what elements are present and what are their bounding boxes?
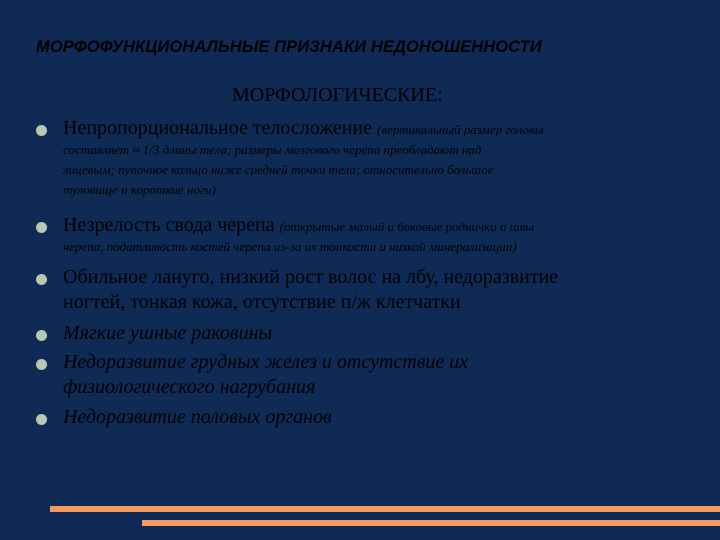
bullet-icon xyxy=(36,330,47,341)
decorative-bar-bottom xyxy=(142,520,720,526)
list-item-line: Мягкие ушные раковины xyxy=(63,322,273,344)
list-item-note-line: составляет ≈ 1/3 длины тела; размеры мозгового черепа преобладают над xyxy=(63,142,482,157)
list-item-note-line: черепа, податливость костей черепа из-за их тонкости и низкой минерализации) xyxy=(63,239,517,254)
list-item-note: (открытые малый и боковые роднички и швы xyxy=(279,219,535,234)
bullet-icon xyxy=(36,359,47,370)
section-subtitle: МОРФОЛОГИЧЕСКИЕ: xyxy=(232,84,443,106)
list-item-line: физиологического нагрубания xyxy=(63,376,316,398)
bullet-icon xyxy=(36,274,47,285)
list-item-line: Обильное лануго, низкий рост волос на лбу, недоразвитие xyxy=(63,266,559,288)
list-item xyxy=(36,321,700,350)
bullet-icon xyxy=(36,222,47,233)
bullet-icon xyxy=(36,414,47,425)
list-item-main: Непропорциональное телосложение xyxy=(63,117,377,139)
bullet-icon xyxy=(36,125,47,136)
list-item xyxy=(36,116,700,213)
list-item xyxy=(36,213,700,265)
list-item xyxy=(36,265,700,321)
list-item-note-line: туловище и короткие ноги) xyxy=(63,182,216,197)
list-item-note-line: лицевым; пупочное кольцо ниже средней точки тела; относительно большое xyxy=(63,162,494,177)
feature-list xyxy=(36,116,700,434)
list-item xyxy=(36,405,700,434)
list-item-line: Недоразвитие грудных желез и отсутствие их xyxy=(63,351,469,373)
list-item-note: (вертикальный размер головы xyxy=(376,122,544,137)
list-item-text xyxy=(63,116,700,141)
list-item-text xyxy=(63,213,700,238)
list-item-line: Недоразвитие половых органов xyxy=(63,406,332,428)
slide-title: МОРФОФУНКЦИОНАЛЬНЫЕ ПРИЗНАКИ НЕДОНОШЕННОСТИ xyxy=(36,38,542,56)
list-item-line: ногтей, тонкая кожа, отсутствие п/ж клетчатки xyxy=(63,291,461,313)
list-item xyxy=(36,350,700,405)
decorative-bar-top xyxy=(50,506,720,512)
list-item-main: Незрелость свода черепа xyxy=(63,214,280,236)
